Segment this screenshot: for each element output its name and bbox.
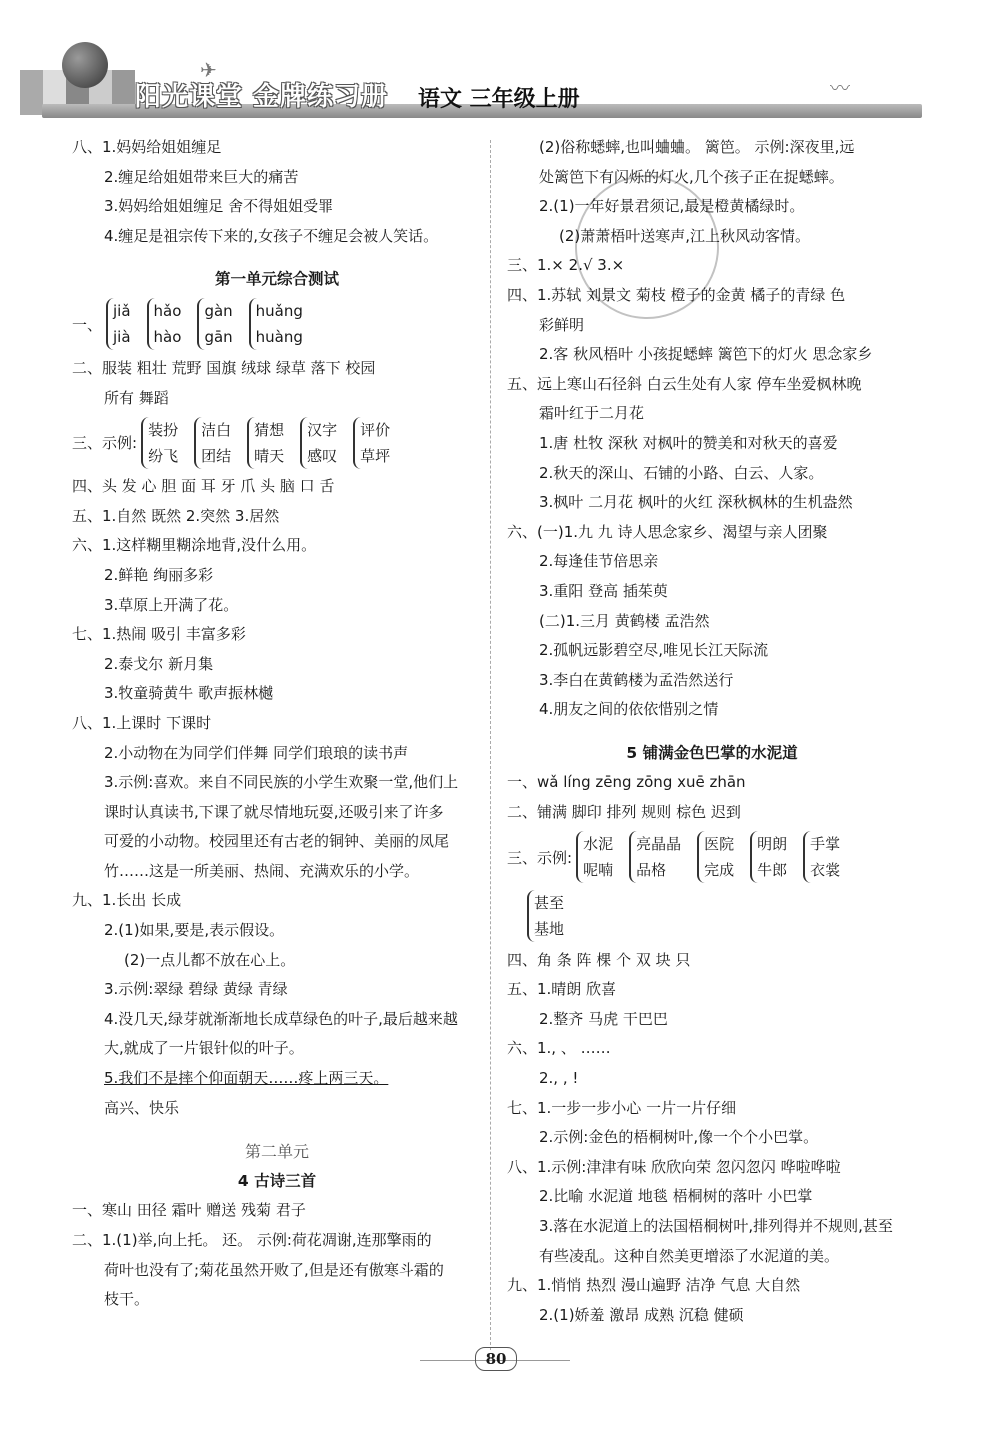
answer-line: 九、1.悄悄 热烈 漫山遍野 洁净 气息 大自然 <box>507 1276 801 1295</box>
brace-pair <box>353 417 390 469</box>
word: 猜想 <box>254 420 285 439</box>
pinyin: gān <box>204 328 233 347</box>
brace-pair <box>106 298 131 350</box>
answer-line: 4.朋友之间的依依惜别之情 <box>539 700 719 719</box>
brace-pair <box>803 831 840 883</box>
answer-line: 4.缠足是祖宗传下来的,女孩子不缠足会被人笑话。 <box>104 226 439 245</box>
word: 装扮 <box>148 420 179 439</box>
answer-line: 2.客 秋风梧叶 小孩捉蟋蟀 篱笆下的灯火 思念家乡 <box>539 345 873 364</box>
answer-line: 2.秋天的深山、石铺的小路、白云、人家。 <box>539 463 824 482</box>
answer-line: 2.(1)娇羞 激昂 成熟 沉稳 健硕 <box>539 1305 744 1324</box>
answer-line: 2.每逢佳节倍思亲 <box>539 552 659 571</box>
answer-line: 五、1.自然 既然 2.突然 3.居然 <box>72 506 280 525</box>
answer-line: 高兴、快乐 <box>104 1098 180 1117</box>
word: 手掌 <box>810 835 841 854</box>
answer-line: 七、1.一步一步小心 一片一片仔细 <box>507 1098 737 1117</box>
word: 洁白 <box>201 420 232 439</box>
brace-pair <box>194 417 231 469</box>
answer-line: 3.草原上开满了花。 <box>104 595 239 614</box>
answer-line: 六、1., 、 …… <box>507 1039 611 1058</box>
answer-line: 2.整齐 马虎 干巴巴 <box>539 1009 668 1028</box>
brace-answer-group <box>507 828 917 887</box>
answer-line: (2)一点儿都不放在心上。 <box>124 950 296 969</box>
answer-line: 四、角 条 阵 棵 个 双 块 只 <box>507 950 691 969</box>
book-title: 阳光课堂 金牌练习册 <box>135 82 389 112</box>
answer-line: (2)萧萧梧叶送寒声,江上秋风动客情。 <box>559 226 811 245</box>
answer-line: 处篱笆下有闪烁的灯火,几个孩子正在捉蟋蟀。 <box>539 167 844 186</box>
word: 基地 <box>534 920 565 939</box>
answer-line: 大,就成了一片银针似的叶子。 <box>104 1039 304 1058</box>
answer-line: 2.孤帆远影碧空尽,唯见长江天际流 <box>539 641 769 660</box>
unit-heading: 第二单元 <box>244 1142 309 1162</box>
answer-line: 二、铺满 脚印 排列 规则 棕色 迟到 <box>507 803 741 822</box>
answer-line: 3.重阳 登高 插茱萸 <box>539 581 668 600</box>
brace-pair <box>300 417 337 469</box>
answer-number: 三、示例: <box>72 434 138 453</box>
answer-line: 3.示例:喜欢。来自不同民族的小学生欢聚一堂,他们上 <box>104 773 459 792</box>
pinyin: jià <box>113 328 131 347</box>
word: 晴天 <box>254 446 285 465</box>
book-subject: 语文 三年级上册 <box>418 86 580 112</box>
word: 评价 <box>360 420 391 439</box>
answer-line: 六、(一)1.九 九 诗人思念家乡、渴望与亲人团聚 <box>507 522 828 541</box>
word: 牛郎 <box>757 861 788 880</box>
brace-pair <box>249 298 303 350</box>
word: 甚至 <box>534 894 565 913</box>
word: 草坪 <box>360 446 391 465</box>
answer-line: 2.小动物在为同学们伴舞 同学们琅琅的读书声 <box>104 743 409 762</box>
answer-line: 霜叶红于二月花 <box>539 404 645 423</box>
globe-icon <box>62 42 108 88</box>
brace-answer-group <box>72 295 482 354</box>
page-header <box>0 0 1000 130</box>
brace-pair <box>247 417 284 469</box>
word: 品格 <box>636 861 667 880</box>
answer-line: 所有 舞蹈 <box>104 388 169 407</box>
word: 衣裳 <box>810 861 841 880</box>
answer-line: 二、服装 粗壮 荒野 国旗 绒球 绿草 落下 校园 <box>72 358 376 377</box>
answer-line: 五、远上寒山石径斜 白云生处有人家 停车坐爱枫林晚 <box>507 374 862 393</box>
brace-pair <box>629 831 681 883</box>
word: 团结 <box>201 446 232 465</box>
brace-pair <box>750 831 787 883</box>
pinyin: huǎng <box>255 302 303 321</box>
answer-line: (2)俗称蟋蟀,也叫蛐蛐。 篱笆。 示例:深夜里,远 <box>539 138 855 156</box>
answer-line: 八、1.示例:津津有味 欣欣向荣 忽闪忽闪 哗啦哗啦 <box>507 1157 841 1176</box>
brace-answer-group <box>72 413 482 472</box>
answer-line: 一、寒山 田径 霜叶 赠送 残菊 君子 <box>72 1201 306 1220</box>
column-divider <box>490 140 491 1350</box>
answer-line: 六、1.这样糊里糊涂地背,没什么用。 <box>72 536 317 555</box>
brace-pair <box>147 298 182 350</box>
right-column <box>507 133 917 1330</box>
brace-pair <box>197 298 232 350</box>
word: 感叹 <box>307 446 338 465</box>
answer-line: 3.枫叶 二月花 枫叶的火红 深秋枫林的生机盎然 <box>539 493 853 512</box>
brace-pair <box>527 890 564 942</box>
pinyin: gàn <box>204 302 233 321</box>
pinyin: hǎo <box>153 302 182 321</box>
answer-line: 3.示例:翠绿 碧绿 黄绿 青绿 <box>104 980 288 999</box>
answer-line: 彩鲜明 <box>539 315 585 334</box>
page-number: 80 <box>475 1347 517 1371</box>
answer-line: 3.李白在黄鹤楼为孟浩然送行 <box>539 670 734 689</box>
answer-number: 一、 <box>72 315 103 334</box>
brace-pair <box>576 831 613 883</box>
word: 汉字 <box>307 420 338 439</box>
answer-line: 五、1.晴朗 欣喜 <box>507 980 617 999</box>
answer-line: 2.泰戈尔 新月集 <box>104 654 214 673</box>
answer-line: 八、1.妈妈给姐姐缠足 <box>72 138 222 156</box>
answer-line: 三、1.× 2.√ 3.× <box>507 256 625 275</box>
answer-line: 竹……这是一所美丽、热闹、充满欢乐的小学。 <box>104 861 420 880</box>
answer-line: (二)1.三月 黄鹤楼 孟浩然 <box>539 611 710 630</box>
answer-line: 5.我们不是摔个仰面朝天……疼上两三天。 <box>104 1069 389 1088</box>
answer-line: 有些凌乱。这种自然美更增添了水泥道的美。 <box>539 1246 840 1265</box>
answer-line: 一、wǎ líng zēng zōng xuē zhān <box>507 773 746 792</box>
answer-line: 课时认真读书,下课了就尽情地玩耍,还吸引来了许多 <box>104 802 444 821</box>
answer-line: 3.落在水泥道上的法国梧桐树叶,排列得并不规则,甚至 <box>539 1217 893 1235</box>
word: 水泥 <box>583 835 614 854</box>
answer-line: 四、1.苏轼 刘景文 菊枝 橙子的金黄 橘子的青绿 色 <box>507 285 846 304</box>
pinyin: hào <box>153 328 182 347</box>
answer-number: 三、示例: <box>507 848 573 867</box>
word: 亮晶晶 <box>636 835 682 854</box>
answer-line: 四、头 发 心 胆 面 耳 牙 爪 头 脑 口 舌 <box>72 477 335 496</box>
answer-line: 七、1.热闹 吸引 丰富多彩 <box>72 625 246 644</box>
answer-line: 2.缠足给姐姐带来巨大的痛苦 <box>104 167 299 186</box>
answer-line: 八、1.上课时 下课时 <box>72 713 212 732</box>
brace-pair <box>697 831 734 883</box>
word: 明朗 <box>757 835 788 854</box>
answer-line: 2.示例:金色的梧桐树叶,像一个个小巴掌。 <box>539 1128 819 1147</box>
section-heading: 5 铺满金色巴掌的水泥道 <box>626 743 798 762</box>
answer-line: 荷叶也没有了;菊花虽然开败了,但是还有傲寒斗霜的 <box>104 1260 444 1279</box>
bird-icon: 〰 <box>830 76 850 100</box>
pinyin: huàng <box>255 328 303 347</box>
answer-line: 可爱的小动物。校园里还有古老的铜钟、美丽的凤尾 <box>104 832 450 851</box>
word: 呢喃 <box>583 861 614 880</box>
word: 医院 <box>704 835 735 854</box>
word: 完成 <box>704 861 735 880</box>
pinyin: jiǎ <box>113 302 131 321</box>
brace-pair <box>141 417 178 469</box>
answer-line: 2.鲜艳 绚丽多彩 <box>104 565 214 584</box>
brace-answer-group <box>507 887 917 946</box>
answer-line: 2.(1)如果,要是,表示假设。 <box>104 921 285 940</box>
left-column <box>72 133 482 1315</box>
answer-line: 3.妈妈给姐姐缠足 舍不得姐姐受罪 <box>104 197 334 216</box>
bird-icon: ✈ <box>200 58 217 82</box>
answer-line: 九、1.长出 长成 <box>72 891 182 910</box>
section-heading: 第一单元综合测试 <box>214 270 339 289</box>
answer-line: 二、1.(1)举,向上托。 还。 示例:荷花凋谢,连那擎雨的 <box>72 1231 432 1249</box>
answer-line: 2., , ! <box>539 1069 579 1088</box>
answer-line: 4.没几天,绿芽就渐渐地长成草绿色的叶子,最后越来越 <box>104 1009 458 1028</box>
section-heading: 4 古诗三首 <box>237 1171 317 1190</box>
answer-line: 2.(1)一年好景君须记,最是橙黄橘绿时。 <box>539 197 805 216</box>
answer-line: 3.牧童骑黄牛 歌声振林樾 <box>104 684 274 703</box>
answer-line: 1.唐 杜牧 深秋 对枫叶的赞美和对秋天的喜爱 <box>539 433 838 452</box>
answer-line: 枝干。 <box>104 1290 150 1309</box>
word: 纷飞 <box>148 446 179 465</box>
answer-line: 2.比喻 水泥道 地毯 梧桐树的落叶 小巴掌 <box>539 1187 813 1206</box>
